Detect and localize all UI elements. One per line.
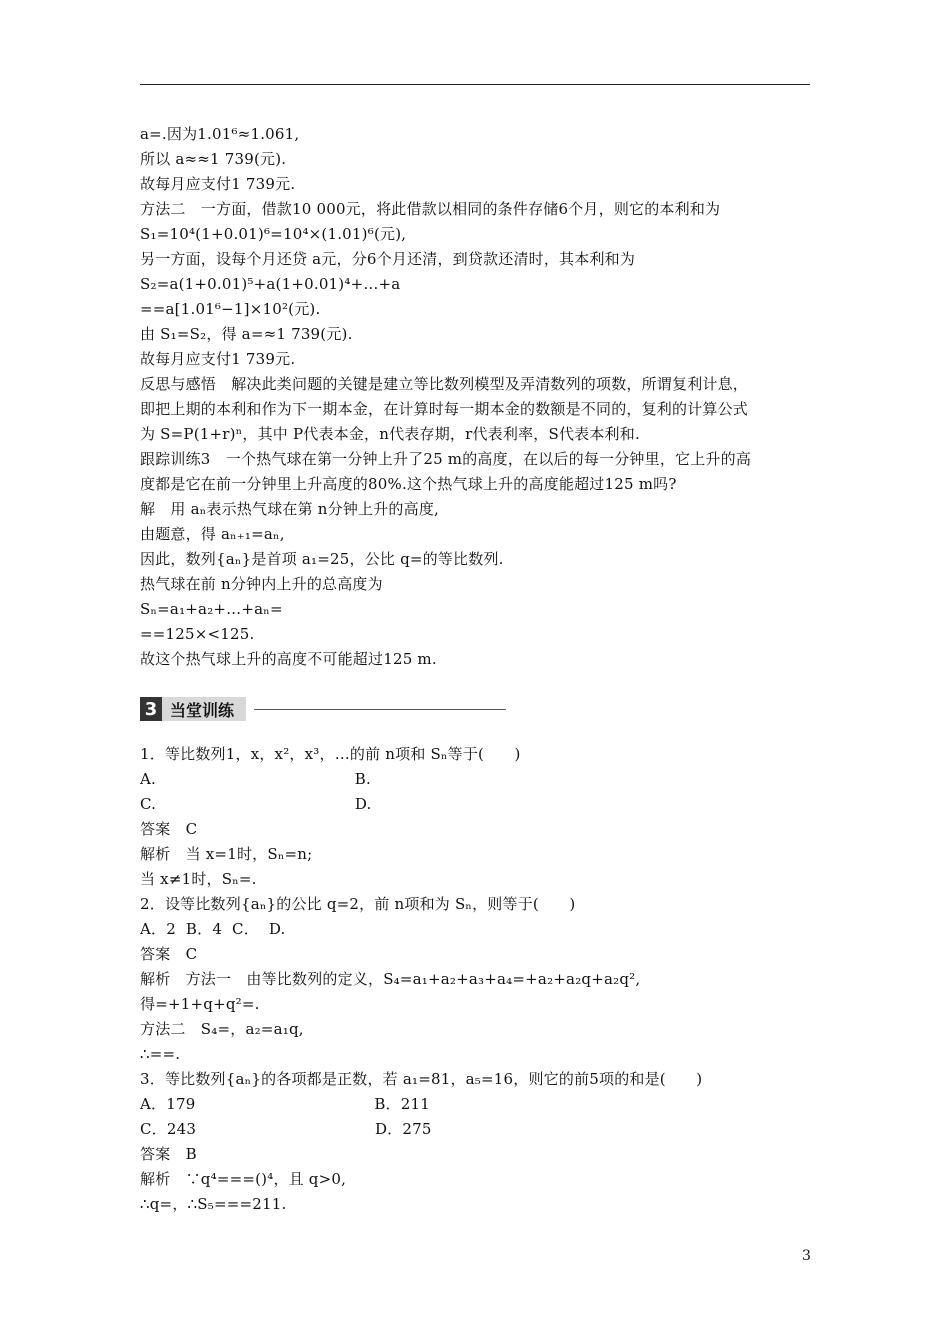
text-line: 解析 ∵q⁴===()⁴，且 q>0, xyxy=(140,1170,347,1188)
text-line: A．179 B．211 xyxy=(140,1095,430,1113)
text-line: 1．等比数列1，x，x²，x³，…的前 n项和 Sₙ等于( ) xyxy=(140,745,521,763)
section-heading xyxy=(140,697,506,721)
text-line: S₁=10⁴(1+0.01)⁶=10⁴×(1.01)⁶(元), xyxy=(140,225,407,243)
text-line: A. B. xyxy=(140,770,371,788)
text-line: 由题意，得 aₙ₊₁=aₙ, xyxy=(140,525,285,543)
text-line: 2．设等比数列{aₙ}的公比 q=2，前 n项和为 Sₙ，则等于( ) xyxy=(140,895,576,913)
text-line: 答案 C xyxy=(140,820,198,838)
text-line: 当 x≠1时，Sₙ=. xyxy=(140,870,257,888)
text-line: 为 S=P(1+r)ⁿ，其中 P代表本金，n代表存期，r代表利率，S代表本利和. xyxy=(140,425,640,443)
section-number: 3 xyxy=(140,697,162,721)
text-line: 因此，数列{aₙ}是首项 a₁=25，公比 q=的等比数列. xyxy=(140,550,504,568)
text-line: 跟踪训练3 一个热气球在第一分钟上升了25 m的高度，在以后的每一分钟里，它上升的高 xyxy=(140,450,752,468)
text-line: 解析 方法一 由等比数列的定义，S₄=a₁+a₂+a₃+a₄=+a₂+a₂q+a₂q², xyxy=(140,970,641,988)
section-title: 当堂训练 xyxy=(162,697,246,721)
text-line: 解 用 aₙ表示热气球在第 n分钟上升的高度, xyxy=(140,500,439,518)
text-line: 方法二 S₄=，a₂=a₁q, xyxy=(140,1020,304,1038)
text-line: ∴==. xyxy=(140,1045,181,1063)
text-line: 反思与感悟 解决此类问题的关键是建立等比数列模型及弄清数列的项数，所谓复利计息， xyxy=(140,375,749,393)
text-line: ∴q=，∴S₅===211. xyxy=(140,1195,287,1213)
text-line: 故这个热气球上升的高度不可能超过125 m. xyxy=(140,650,437,668)
text-line: 即把上期的本利和作为下一期本金，在计算时每一期本金的数额是不同的，复利的计算公式 xyxy=(140,400,749,418)
text-line: 方法二 一方面，借款10 000元，将此借款以相同的条件存储6个月，则它的本利和为 xyxy=(140,200,721,218)
text-line: 故每月应支付1 739元. xyxy=(140,350,296,368)
text-line: 度都是它在前一分钟里上升高度的80%.这个热气球上升的高度能超过125 m吗? xyxy=(140,475,677,493)
page-number: 3 xyxy=(802,1248,811,1264)
text-line: C．243 D．275 xyxy=(140,1120,432,1138)
text-line: 故每月应支付1 739元. xyxy=(140,175,296,193)
header-rule xyxy=(140,84,810,85)
text-line: A．2 B．4 C． D. xyxy=(140,920,286,938)
text-line: 3．等比数列{aₙ}的各项都是正数，若 a₁=81，a₅=16，则它的前5项的和是( ) xyxy=(140,1070,703,1088)
section-divider xyxy=(254,709,506,710)
text-line: C. D. xyxy=(140,795,372,813)
text-line: 解析 当 x=1时，Sₙ=n; xyxy=(140,845,313,863)
text-line: 所以 a≈≈1 739(元). xyxy=(140,150,287,168)
text-line: 答案 C xyxy=(140,945,198,963)
text-line: a=.因为1.01⁶≈1.061, xyxy=(140,125,300,143)
text-line: 另一方面，设每个月还贷 a元，分6个月还清，到贷款还清时，其本利和为 xyxy=(140,250,636,268)
text-line: 答案 B xyxy=(140,1145,197,1163)
text-line: 热气球在前 n分钟内上升的总高度为 xyxy=(140,575,383,593)
text-line: 由 S₁=S₂，得 a=≈1 739(元). xyxy=(140,325,353,343)
text-line: ==125×<125. xyxy=(140,625,255,643)
text-line: ==a[1.01⁶−1]×10²(元). xyxy=(140,300,321,318)
text-line: S₂=a(1+0.01)⁵+a(1+0.01)⁴+…+a xyxy=(140,275,401,293)
text-line: 得=+1+q+q²=. xyxy=(140,995,260,1013)
text-line: Sₙ=a₁+a₂+…+aₙ= xyxy=(140,600,283,618)
